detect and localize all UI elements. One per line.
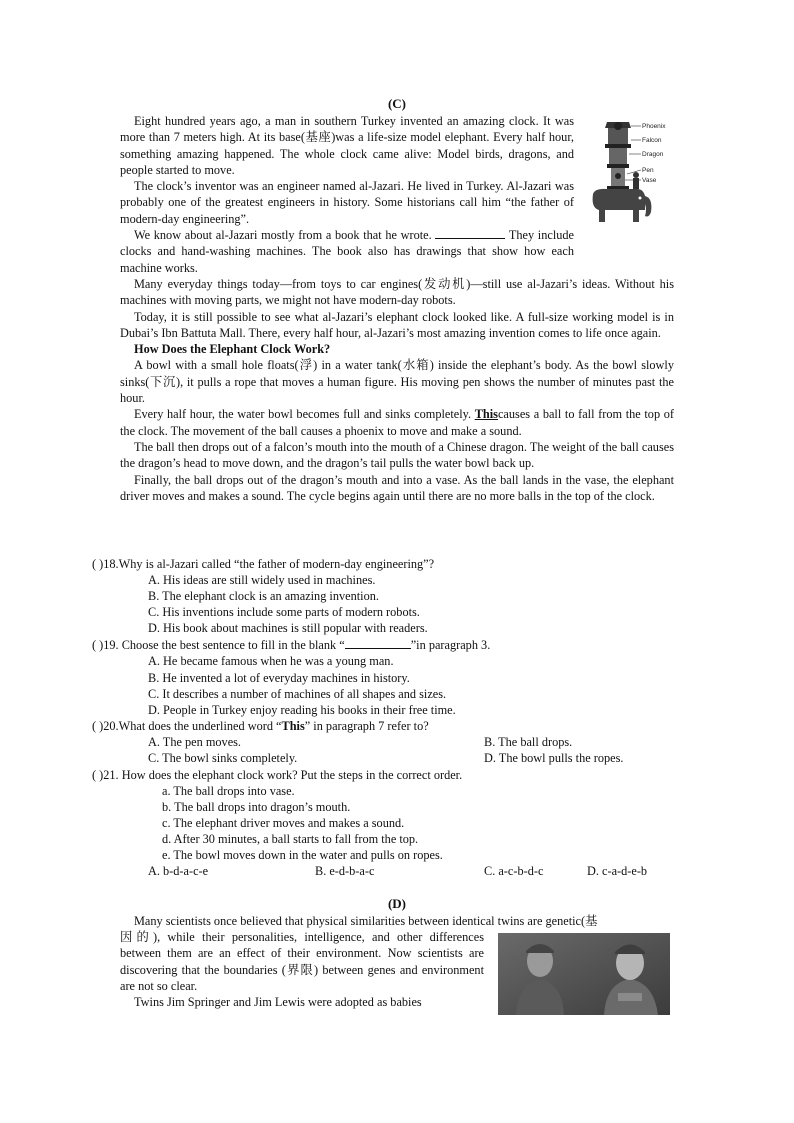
paragraph-2: The clock’s inventor was an engineer named al-Jazari. He lived in Turkey. Al-Jazari was probably one of the greatest engineers in history. Some historians call him “the father of modern-day engineering”. — [120, 179, 574, 226]
paragraph-7-end: causes a ball to fall from the top of the clock. The movement of the ball causes a phoenix to move and make a sound. — [120, 407, 674, 438]
question-20-stem — [92, 718, 429, 734]
passage-d-first-line — [120, 913, 674, 929]
section-c-title: (C) — [387, 96, 407, 111]
q20-word: This — [281, 719, 305, 733]
figure-label-falcon: Falcon — [642, 137, 662, 144]
paragraph-1: Eight hundred years ago, a man in southern Turkey invented an amazing clock. It was more than 7 meters high. At its base(基座)was a life-size model elephant. Every half hour, something amazing happened. The whole clock came alive: Model birds, dragons, and people started to move. — [120, 114, 574, 177]
paragraph-7 — [120, 406, 674, 439]
paragraph-8: The ball then drops out of a falcon’s mouth into the mouth of a Chinese dragon. The weight of the ball causes the dragon’s head to move down, and the dragon’s tail pulls the water bowl back up. — [120, 439, 674, 471]
q21-option-b[interactable]: B. e-d-b-a-c — [315, 864, 375, 878]
passage-c-upper — [120, 113, 574, 276]
figure-label-pen: Pen — [642, 167, 654, 174]
q21-step-a: a. The ball drops into vase. — [162, 784, 295, 798]
paragraph-d2: Twins Jim Springer and Jim Lewis were adopted as babies — [134, 995, 422, 1010]
q20-stem-end: ” in paragraph 7 refer to? — [304, 719, 429, 733]
q19-option-c[interactable]: C. It describes a number of machines of all shapes and sizes. — [148, 687, 447, 701]
section-d-title: (D) — [387, 896, 407, 911]
q18-option-b[interactable]: B. The elephant clock is an amazing invention. — [148, 589, 379, 603]
q21-option-c[interactable]: C. a-c-b-d-c — [484, 864, 544, 878]
q19-stem-end: ”in paragraph 3. — [410, 638, 491, 652]
elephant-clock-illustration — [585, 118, 673, 234]
question-19-stem — [92, 637, 490, 653]
question-21-stem: ( )21. How does the elephant clock work? Put the steps in the correct order. — [92, 768, 463, 782]
paragraph-d1-rest: 因的), while their personalities, intelligence, and other differences between them are an effect of their environment. Now scientists are discovering that the boundaries (界限) between genes and environment are not so clear. — [120, 930, 484, 993]
paragraph-3 — [120, 227, 574, 276]
q21-step-c: c. The elephant driver moves and makes a sound. — [162, 816, 405, 830]
q20-option-b[interactable]: B. The ball drops. — [484, 735, 573, 749]
question-18-stem: ( )18.Why is al-Jazari called “the father of modern-day engineering”? — [92, 557, 435, 571]
paragraph-3-start: We know about al-Jazari mostly from a book that he wrote. — [134, 228, 432, 243]
subheading: How Does the Elephant Clock Work? — [134, 342, 331, 357]
passage-d-body — [120, 929, 484, 1010]
q19-option-b[interactable]: B. He invented a lot of everyday machines in history. — [148, 671, 410, 685]
q21-step-e: e. The bowl moves down in the water and pulls on ropes. — [162, 848, 443, 862]
twins-photograph — [498, 933, 670, 1015]
underlined-word: This — [474, 407, 498, 422]
figure-label-vase: Vase — [642, 177, 657, 184]
q20-option-d[interactable]: D. The bowl pulls the ropes. — [484, 751, 624, 765]
paragraph-3-end: They include clocks and hand-washing machines. The book also has drawings that show how each machine works. — [120, 228, 574, 275]
q19-blank — [345, 637, 411, 649]
paragraph-6: A bowl with a small hole floats(浮) in a water tank(水箱) inside the elephant’s body. As the bowl slowly sinks(下沉), it pulls a rope that moves a human figure. His moving pen shows the number of minutes past the hour. — [120, 358, 674, 406]
passage-c-lower — [120, 276, 674, 504]
q19-option-d[interactable]: D. People in Turkey enjoy reading his books in their free time. — [148, 703, 456, 717]
paragraph-9: Finally, the ball drops out of the dragon’s mouth and into a vase. As the ball lands in the vase, the elephant driver moves and makes a sound. The cycle begins again until there are no more balls in the top of the clock. — [120, 472, 674, 503]
paragraph-7-start: Every half hour, the water bowl becomes full and sinks completely. — [134, 407, 472, 422]
q19-option-a[interactable]: A. He became famous when he was a young man. — [148, 654, 394, 668]
q18-option-d[interactable]: D. His book about machines is still popular with readers. — [148, 621, 428, 635]
paragraph-5: Today, it is still possible to see what al-Jazari’s elephant clock looked like. A full-size working model is in Dubai’s Ibn Battuta Mall. There, every half hour, al-Jazari’s most amazing invention comes to life once again. — [120, 309, 674, 340]
q20-option-a[interactable]: A. The pen moves. — [148, 735, 242, 749]
q18-option-a[interactable]: A. His ideas are still widely used in machines. — [148, 573, 376, 587]
q19-stem-start: ( )19. Choose the best sentence to fill in the blank “ — [92, 638, 345, 652]
figure-label-dragon: Dragon — [642, 151, 664, 158]
q18-option-c[interactable]: C. His inventions include some parts of modern robots. — [148, 605, 420, 619]
elephant-clock-figure — [585, 118, 673, 234]
paragraph-4: Many everyday things today—from toys to car engines(发动机)—still use al-Jazari’s ideas. Without his machines with moving parts, we might not have modern-day robots. — [120, 277, 674, 308]
q21-step-d: d. After 30 minutes, a ball starts to fall from the top. — [162, 832, 419, 846]
q20-option-c[interactable]: C. The bowl sinks completely. — [148, 751, 298, 765]
q20-stem-start: ( )20.What does the underlined word “ — [92, 719, 282, 733]
q21-option-a[interactable]: A. b-d-a-c-e — [148, 864, 209, 878]
twins-photo — [498, 933, 670, 1015]
answer-blank — [435, 227, 505, 239]
q21-option-d[interactable]: D. c-a-d-e-b — [587, 864, 648, 878]
paragraph-d1-start: Many scientists once believed that physical similarities between identical twins are genetic(基 — [134, 914, 598, 928]
figure-label-phoenix: Phoenix — [642, 123, 666, 130]
q21-step-b: b. The ball drops into dragon’s mouth. — [162, 800, 351, 814]
